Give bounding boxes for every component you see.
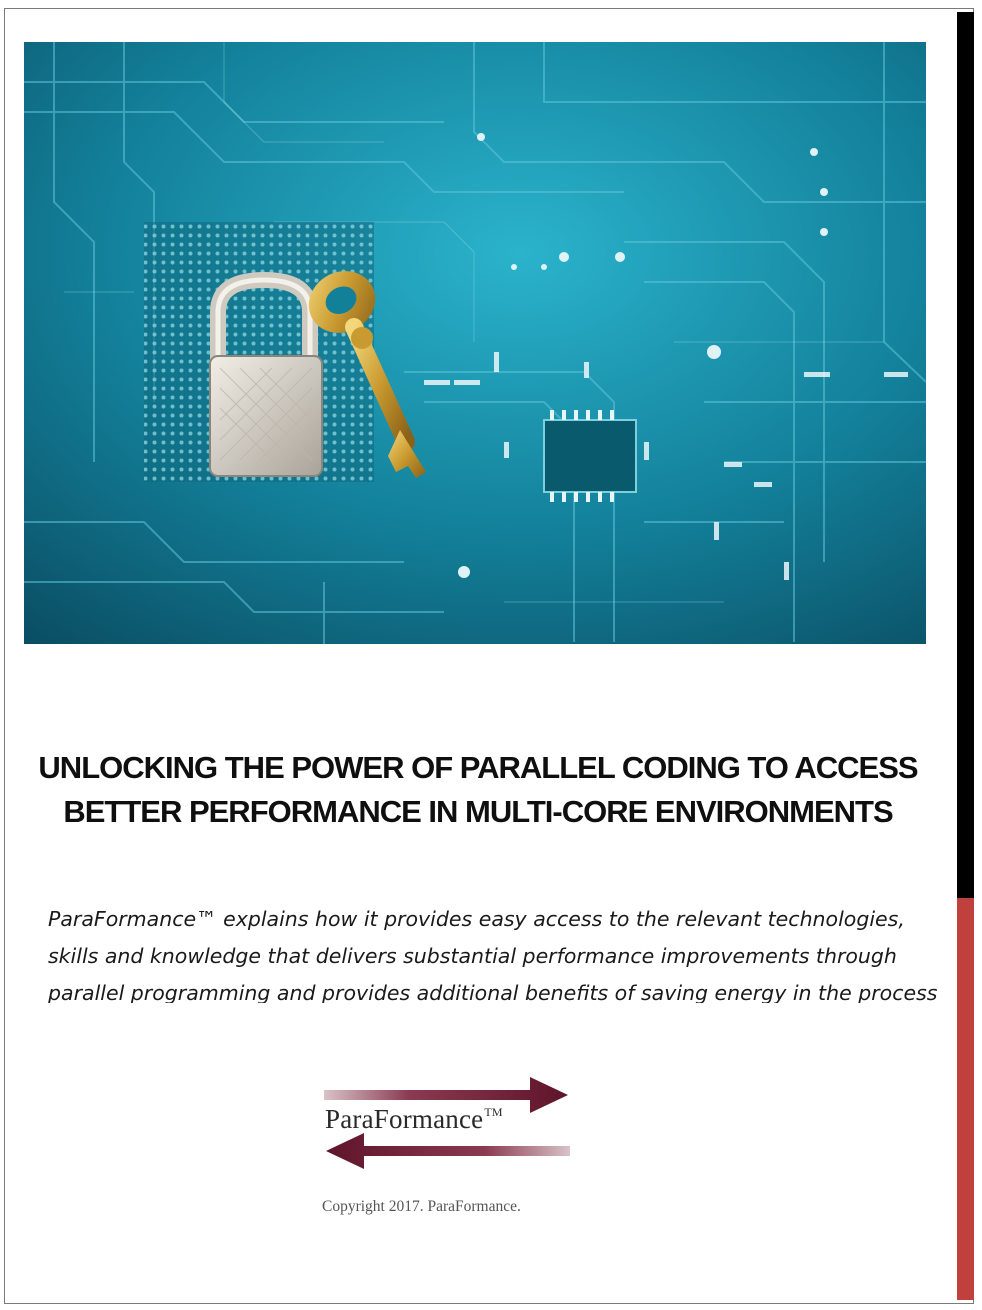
subtitle-line-3: parallel programming and provides additional benefits of saving energy in the process bbox=[48, 981, 938, 1003]
paraformance-logo bbox=[320, 1074, 574, 1172]
subtitle-line-1: ParaFormance™ explains how it provides easy access to the relevant technologies, bbox=[48, 907, 905, 931]
logo-name: ParaFormance bbox=[325, 1104, 484, 1134]
copyright-notice: Copyright 2017. ParaFormance. bbox=[322, 1198, 521, 1215]
document-title bbox=[24, 746, 932, 834]
cover-image bbox=[24, 42, 926, 644]
document-subtitle bbox=[48, 901, 938, 1003]
title-line-2: BETTER PERFORMANCE IN MULTI-CORE ENVIRONMENTS bbox=[63, 794, 893, 829]
title-line-1: UNLOCKING THE POWER OF PARALLEL CODING TO ACCESS bbox=[38, 750, 918, 785]
side-accent-bar-red bbox=[957, 898, 974, 1300]
side-accent-bar-black bbox=[957, 12, 974, 898]
logo-trademark: TM bbox=[484, 1105, 503, 1119]
subtitle-line-2: skills and knowledge that delivers substantial performance improvements through bbox=[48, 944, 897, 968]
logo-wordmark bbox=[325, 1104, 503, 1135]
